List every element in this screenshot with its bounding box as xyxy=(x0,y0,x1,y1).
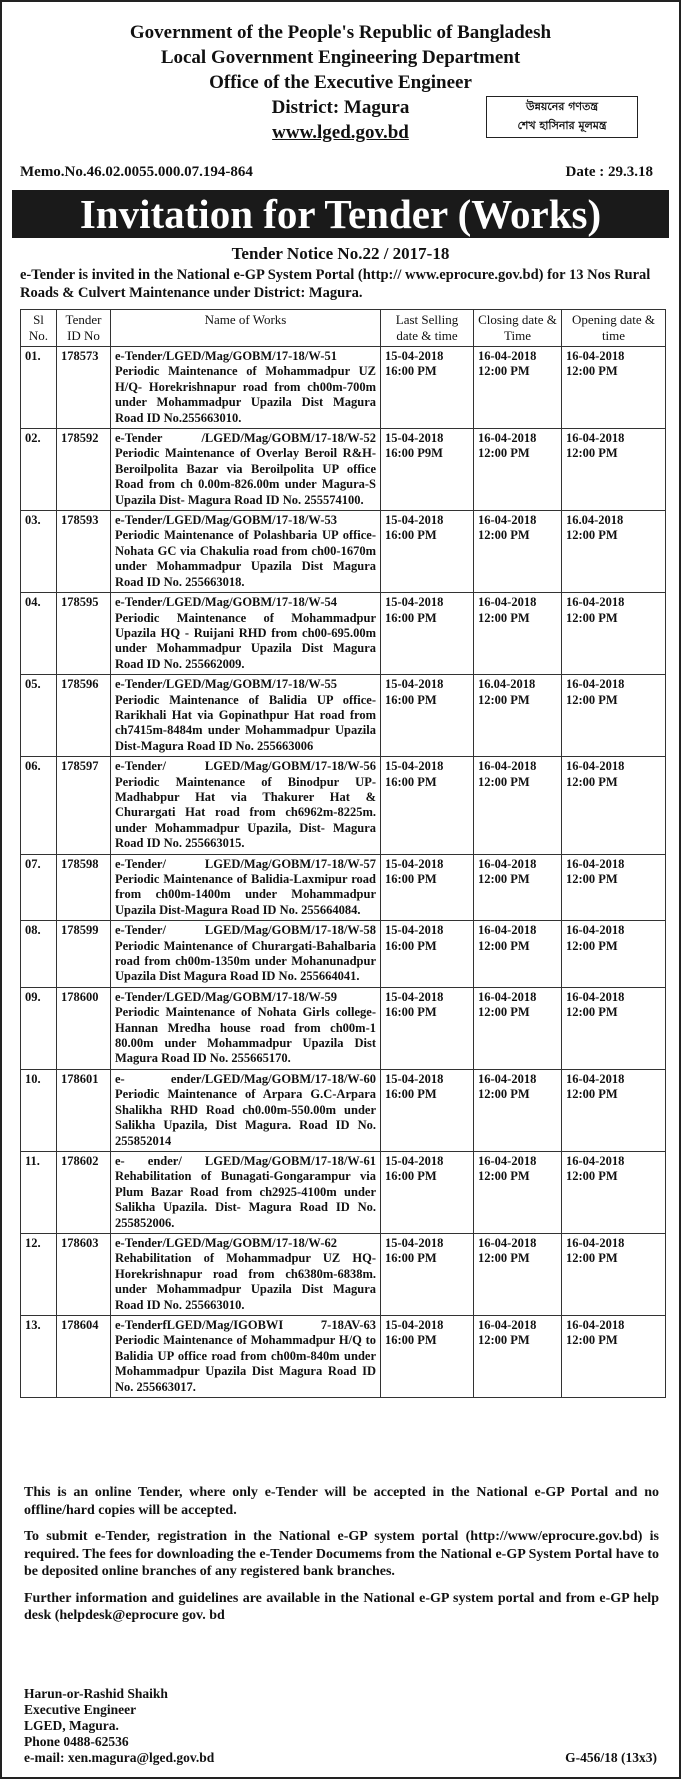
table-row xyxy=(21,921,666,988)
name-of-works-cell: e-Tender/LGED/Mag/GOBM/17-18/W-51 Periodic Maintenance of Mohammadpur UZ H/Q- Horekrishnapur road from ch00m-700m under Mohammadpur Upazila Dist Magura Road ID No.255663010. xyxy=(111,347,381,429)
closing-cell xyxy=(474,1069,562,1151)
department-title: Local Government Engineering Department xyxy=(160,47,521,68)
slogan-line-2: শেখ হাসিনার মূলমন্ত্র xyxy=(517,119,607,132)
opening-cell-time: 12:00 PM xyxy=(566,938,618,953)
closing-cell-date: 16-04-2018 xyxy=(478,759,537,774)
sl-cell: 09. xyxy=(21,987,57,1069)
opening-cell-date: 16.04-2018 xyxy=(566,513,624,528)
signatory-org: LGED, Magura. xyxy=(24,1718,119,1733)
opening-cell-time: 12:00 PM xyxy=(566,364,618,379)
sl-cell: 13. xyxy=(21,1315,57,1397)
closing-cell xyxy=(474,854,562,921)
table-row xyxy=(21,1233,666,1315)
last-selling-cell-date: 15-04-2018 xyxy=(385,923,444,938)
tender-id-cell: 178592 xyxy=(57,429,111,511)
tender-id-cell: 178598 xyxy=(57,854,111,921)
last-selling-cell-time: 16:00 PM xyxy=(385,1333,437,1348)
name-of-works-cell: e- ender/ LGED/Mag/GOBM/17-18/W-61 Rehabilitation of Bunagati-Gongarampur via Plum Bazar Road from ch2925-4100m under Salikha Upazila. Dist- Magura Road ID No. 255852006. xyxy=(111,1151,381,1233)
opening-cell xyxy=(562,511,666,593)
opening-cell-time: 12:00 PM xyxy=(566,774,618,789)
closing-cell-time: 12:00 PM xyxy=(478,1005,530,1020)
last-selling-cell-time: 16:00 PM xyxy=(385,364,437,379)
table-row xyxy=(21,511,666,593)
closing-cell-date: 16-04-2018 xyxy=(478,349,537,363)
tender-id-cell: 178601 xyxy=(57,1069,111,1151)
closing-cell-time: 12:00 PM xyxy=(478,528,530,543)
website-link[interactable]: www.lged.gov.bd xyxy=(272,122,409,143)
name-of-works-cell: e-Tender /LGED/Mag/GOBM/17-18/W-52 Periodic Maintenance of Overlay Beroil R&H- Beroilpolita Bazar via Beroilpolita UP office Road from ch 0.00m-826.00m under Magura-S Upazila Dist- Magura Road ID No. 255574100. xyxy=(111,429,381,511)
tender-id-cell: 178599 xyxy=(57,921,111,988)
last-selling-cell xyxy=(381,511,474,593)
slogan-box xyxy=(486,96,638,138)
tender-table xyxy=(20,309,666,1398)
opening-cell xyxy=(562,675,666,757)
opening-cell-time: 12:00 PM xyxy=(566,1169,618,1184)
sl-cell: 08. xyxy=(21,921,57,988)
last-selling-cell-date: 15-04-2018 xyxy=(385,1235,444,1250)
closing-cell-time: 12:00 PM xyxy=(478,364,530,379)
sl-cell: 12. xyxy=(21,1233,57,1315)
last-selling-cell-date: 15-04-2018 xyxy=(385,677,444,692)
last-selling-cell-time: 16:00 PM xyxy=(385,774,437,789)
closing-cell-date: 16-04-2018 xyxy=(478,1235,537,1250)
tender-notice-number: Tender Notice No.22 / 2017-18 xyxy=(231,244,450,263)
closing-cell xyxy=(474,987,562,1069)
opening-cell-date: 16-04-2018 xyxy=(566,349,625,363)
header-tender-id: Tender ID No xyxy=(57,310,111,347)
table-header-row xyxy=(21,310,666,347)
sl-cell: 03. xyxy=(21,511,57,593)
last-selling-cell-time: 16:00 PM xyxy=(385,610,437,625)
table-row xyxy=(21,675,666,757)
closing-cell-date: 16-04-2018 xyxy=(478,856,537,871)
publication-code: G-456/18 (13x3) xyxy=(565,1750,657,1765)
name-of-works-cell: e-Tender/LGED/Mag/GOBM/17-18/W-59 Periodic Maintenance of Nohata Girls college-Hannan Mredha house road from ch00m-1 80.00m under Mohammadpur Upazila Dist Magura Road ID No. 255665170. xyxy=(111,987,381,1069)
opening-cell-time: 12:00 PM xyxy=(566,872,618,886)
last-selling-cell xyxy=(381,1069,474,1151)
signatory-name: Harun-or-Rashid Shaikh xyxy=(24,1686,168,1701)
last-selling-cell xyxy=(381,1315,474,1397)
header-last-selling: Last Selling date & time xyxy=(381,310,474,347)
notice-date: Date : 29.3.18 xyxy=(565,164,653,180)
last-selling-cell-time: 16:00 PM xyxy=(385,1005,437,1020)
memo-row xyxy=(20,164,653,181)
last-selling-cell xyxy=(381,757,474,854)
sl-cell: 10. xyxy=(21,1069,57,1151)
opening-cell-time: 12:00 PM xyxy=(566,1333,618,1348)
intro-text: e-Tender is invited in the National e-GP System Portal (http:// www.eprocure.gov.bd) for 13 Nos Rural Roads & Culvert Maintenance under District: Magura. xyxy=(20,267,651,301)
opening-cell-date: 16-04-2018 xyxy=(566,1153,625,1168)
opening-cell-time: 12:00 PM xyxy=(566,1005,618,1020)
last-selling-cell-time: 16:00 P9M xyxy=(385,446,443,461)
opening-cell-date: 16-04-2018 xyxy=(566,923,625,938)
closing-cell-time: 12:00 PM xyxy=(478,872,530,886)
opening-cell xyxy=(562,429,666,511)
footer-paragraph-3: Further information and guidelines are available in the National e-GP system portal and from e-GP help desk (helpdesk@eprocure gov. bd xyxy=(24,1590,659,1623)
opening-cell xyxy=(562,921,666,988)
sl-cell: 05. xyxy=(21,675,57,757)
last-selling-cell xyxy=(381,347,474,429)
title-banner: Invitation for Tender (Works) xyxy=(12,190,669,238)
opening-cell xyxy=(562,593,666,675)
last-selling-cell-date: 15-04-2018 xyxy=(385,431,444,446)
tender-id-cell: 178597 xyxy=(57,757,111,854)
government-title: Government of the People's Republic of Bangladesh xyxy=(129,22,552,43)
table-row xyxy=(21,1069,666,1151)
opening-cell xyxy=(562,854,666,921)
footer-notes xyxy=(24,1484,659,1634)
last-selling-cell-date: 15-04-2018 xyxy=(385,759,444,774)
table-row xyxy=(21,987,666,1069)
closing-cell-date: 16-04-2018 xyxy=(478,1153,537,1168)
closing-cell-date: 16-04-2018 xyxy=(478,1071,537,1086)
slogan-line-1: উন্নয়নের গণতন্ত্র xyxy=(526,100,598,113)
closing-cell xyxy=(474,921,562,988)
last-selling-cell-time: 16:00 PM xyxy=(385,1087,437,1102)
last-selling-cell xyxy=(381,854,474,921)
last-selling-cell-date: 15-04-2018 xyxy=(385,989,444,1004)
opening-cell-time: 12:00 PM xyxy=(566,1251,618,1266)
opening-cell-time: 12:00 PM xyxy=(566,528,618,543)
signature-block xyxy=(24,1686,214,1766)
closing-cell-date: 16-04-2018 xyxy=(478,1317,537,1332)
closing-cell-time: 12:00 PM xyxy=(478,1087,530,1102)
opening-cell xyxy=(562,987,666,1069)
table-row xyxy=(21,854,666,921)
opening-cell-date: 16-04-2018 xyxy=(566,677,625,692)
name-of-works-cell: e-TenderfLGED/Mag/IGOBWI 7-18AV-63 Periodic Maintenance of Mohammadpur H/Q to Balidia UP office road from ch00m-840m under Mohammadpur Upazila Dist Magura Road ID No. 255663017. xyxy=(111,1315,381,1397)
header-sl: Sl No. xyxy=(21,310,57,347)
opening-cell-date: 16-04-2018 xyxy=(566,989,625,1004)
closing-cell-date: 16-04-2018 xyxy=(478,431,537,446)
last-selling-cell-time: 16:00 PM xyxy=(385,1251,437,1266)
closing-cell-date: 16.04-2018 xyxy=(478,677,536,692)
opening-cell-date: 16-04-2018 xyxy=(566,759,625,774)
footer-paragraph-2: To submit e-Tender, registration in the National e-GP system portal (http://www/eprocure.gov.bd) is required. The fees for downloading the e-Tender Documems from the National e-GP System Portal have to be deposited online branches of any registered bank branches. xyxy=(24,1529,659,1579)
opening-cell-date: 16-04-2018 xyxy=(566,1317,625,1332)
opening-cell xyxy=(562,1069,666,1151)
tender-id-cell: 178573 xyxy=(57,347,111,429)
office-title: Office of the Executive Engineer xyxy=(209,72,472,93)
memo-number: Memo.No.46.02.0055.000.07.194-864 xyxy=(20,164,253,180)
last-selling-cell xyxy=(381,675,474,757)
last-selling-cell-time: 16:00 PM xyxy=(385,692,437,707)
name-of-works-cell: e- ender/LGED/Mag/GOBM/17-18/W-60 Periodic Maintenance of Arpara G.C-Arpara Shalikha RHD Road ch0.00m-550.00m under Salikha Upazila, Dist Magura. Road ID No. 255852014 xyxy=(111,1069,381,1151)
last-selling-cell-time: 16:00 PM xyxy=(385,1169,437,1184)
last-selling-cell-time: 16:00 PM xyxy=(385,528,437,543)
closing-cell xyxy=(474,1315,562,1397)
closing-cell-time: 12:00 PM xyxy=(478,1251,530,1266)
last-selling-cell-date: 15-04-2018 xyxy=(385,595,444,610)
tender-id-cell: 178596 xyxy=(57,675,111,757)
last-selling-cell xyxy=(381,1233,474,1315)
name-of-works-cell: e-Tender/ LGED/Mag/GOBM/17-18/W-58 Periodic Maintenance of Churargati-Bahalbaria road from ch00m-1350m under Mohanunadpur Upazila Dist Magura Road ID No. 255664041. xyxy=(111,921,381,988)
tender-id-cell: 178595 xyxy=(57,593,111,675)
opening-cell xyxy=(562,1233,666,1315)
closing-cell-time: 12:00 PM xyxy=(478,774,530,789)
last-selling-cell xyxy=(381,921,474,988)
name-of-works-cell: e-Tender/ LGED/Mag/GOBM/17-18/W-57 Periodic Maintenance of Balidia-Laxmipur road from ch00m-1400m under Mohammadpur Upazila Dist-Magura Road ID No. 255664084. xyxy=(111,854,381,921)
closing-cell-time: 12:00 PM xyxy=(478,692,530,707)
signatory-email[interactable]: e-mail: xen.magura@lged.gov.bd xyxy=(24,1750,215,1765)
header-opening: Opening date & time xyxy=(562,310,666,347)
closing-cell-date: 16-04-2018 xyxy=(478,595,537,610)
table-row xyxy=(21,347,666,429)
closing-cell xyxy=(474,429,562,511)
name-of-works-cell: e-Tender/ LGED/Mag/GOBM/17-18/W-56 Periodic Maintenance of Binodpur UP-Madhabpur Hat via Thakurer Hat & Churargati Hat road from ch6962m-8225m. under Mohammadpur Upazila, Dist- Magura Road ID No. 255663015. xyxy=(111,757,381,854)
closing-cell-time: 12:00 PM xyxy=(478,938,530,953)
opening-cell xyxy=(562,347,666,429)
opening-cell-date: 16-04-2018 xyxy=(566,1071,625,1086)
opening-cell-time: 12:00 PM xyxy=(566,1087,618,1102)
closing-cell-date: 16-04-2018 xyxy=(478,989,537,1004)
tender-id-cell: 178603 xyxy=(57,1233,111,1315)
name-of-works-cell: e-Tender/LGED/Mag/GOBM/17-18/W-54 Periodic Maintenance of Mohammadpur Upazila HQ - Ruijani RHD from ch00-695.00m under Mohammadpur Upazila Dist Magura Road ID No. 255662009. xyxy=(111,593,381,675)
closing-cell-time: 12:00 PM xyxy=(478,1169,530,1184)
last-selling-cell xyxy=(381,429,474,511)
header-name-of-works: Name of Works xyxy=(111,310,381,347)
opening-cell-date: 16-04-2018 xyxy=(566,856,625,871)
last-selling-cell xyxy=(381,987,474,1069)
district-title: District: Magura xyxy=(271,97,410,118)
closing-cell-date: 16-04-2018 xyxy=(478,513,537,528)
signatory-designation: Executive Engineer xyxy=(24,1702,137,1717)
table-row xyxy=(21,1315,666,1397)
opening-cell-time: 12:00 PM xyxy=(566,610,618,625)
last-selling-cell-date: 15-04-2018 xyxy=(385,1071,444,1086)
opening-cell-time: 12:00 PM xyxy=(566,692,618,707)
closing-cell xyxy=(474,347,562,429)
closing-cell xyxy=(474,675,562,757)
tender-id-cell: 178604 xyxy=(57,1315,111,1397)
opening-cell-date: 16-04-2018 xyxy=(566,595,625,610)
closing-cell-time: 12:00 PM xyxy=(478,446,530,461)
name-of-works-cell: e-Tender/LGED/Mag/GOBM/17-18/W-62 Rehabilitation of Mohammadpur UZ HQ- Horekrishnapur road from ch6380m-6838m. under Mohammadpur Upazila Dist Magura Road ID No. 255663010. xyxy=(111,1233,381,1315)
last-selling-cell-date: 15-04-2018 xyxy=(385,513,444,528)
opening-cell xyxy=(562,1315,666,1397)
closing-cell xyxy=(474,757,562,854)
last-selling-cell-date: 15-04-2018 xyxy=(385,856,444,871)
name-of-works-cell: e-Tender/LGED/Mag/GOBM/17-18/W-53 Periodic Maintenance of Polashbaria UP office- Nohata GC via Chakulia road from ch00-1670m under Mohammadpur Upazila Dist Magura Road ID No. 255663018. xyxy=(111,511,381,593)
closing-cell xyxy=(474,1151,562,1233)
last-selling-cell xyxy=(381,1151,474,1233)
closing-cell xyxy=(474,593,562,675)
closing-cell xyxy=(474,511,562,593)
table-row xyxy=(21,593,666,675)
table-row xyxy=(21,429,666,511)
table-row xyxy=(21,1151,666,1233)
sl-cell: 02. xyxy=(21,429,57,511)
opening-cell-time: 12:00 PM xyxy=(566,446,618,461)
closing-cell xyxy=(474,1233,562,1315)
sl-cell: 06. xyxy=(21,757,57,854)
last-selling-cell-time: 16:00 PM xyxy=(385,938,437,953)
footer-paragraph-1: This is an online Tender, where only e-Tender will be accepted in the National e-GP Portal and no offline/hard copies will be accepted. xyxy=(24,1485,659,1518)
last-selling-cell-date: 15-04-2018 xyxy=(385,1153,444,1168)
tender-id-cell: 178602 xyxy=(57,1151,111,1233)
last-selling-cell xyxy=(381,593,474,675)
table-row xyxy=(21,757,666,854)
sl-cell: 04. xyxy=(21,593,57,675)
last-selling-cell-time: 16:00 PM xyxy=(385,872,437,886)
header-closing: Closing date & Time xyxy=(474,310,562,347)
opening-cell-date: 16-04-2018 xyxy=(566,431,625,446)
closing-cell-time: 12:00 PM xyxy=(478,1333,530,1348)
opening-cell xyxy=(562,1151,666,1233)
sl-cell: 11. xyxy=(21,1151,57,1233)
opening-cell xyxy=(562,757,666,854)
closing-cell-date: 16-04-2018 xyxy=(478,923,537,938)
sl-cell: 01. xyxy=(21,347,57,429)
name-of-works-cell: e-Tender/LGED/Mag/GOBM/17-18/W-55 Periodic Maintenance of Balidia UP office- Rarikhali Hat via Gopinathpur Hat road from ch7415m-8484m under Mohammadpur Upazila Dist-Magura Road ID No. 255663006 xyxy=(111,675,381,757)
last-selling-cell-date: 15-04-2018 xyxy=(385,349,444,363)
signatory-phone: Phone 0488-62536 xyxy=(24,1734,129,1749)
tender-id-cell: 178593 xyxy=(57,511,111,593)
tender-id-cell: 178600 xyxy=(57,987,111,1069)
tender-table-body xyxy=(21,347,666,1398)
opening-cell-date: 16-04-2018 xyxy=(566,1235,625,1250)
closing-cell-time: 12:00 PM xyxy=(478,610,530,625)
sl-cell: 07. xyxy=(21,854,57,921)
last-selling-cell-date: 15-04-2018 xyxy=(385,1317,444,1332)
